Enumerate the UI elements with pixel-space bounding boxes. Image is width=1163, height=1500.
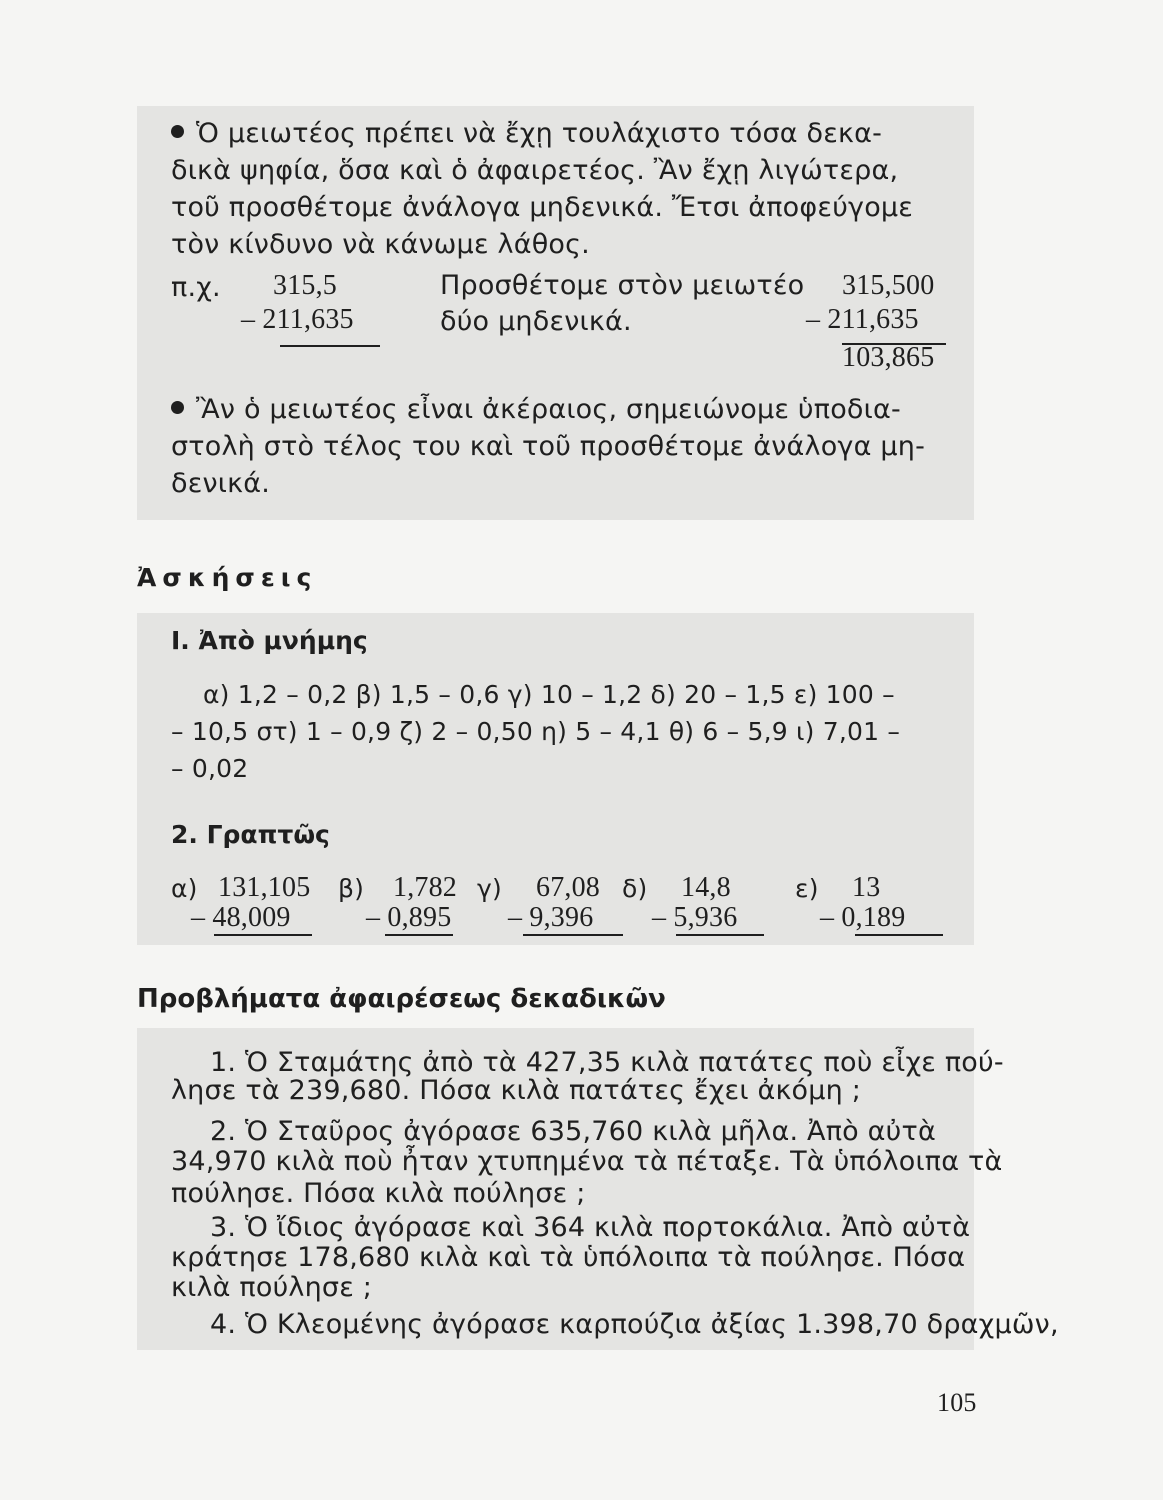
rule2-line: δενικά. bbox=[171, 468, 271, 499]
written-underline bbox=[523, 934, 623, 936]
written-title: 2. Γραπτῶς bbox=[171, 820, 330, 849]
page-number: 105 bbox=[937, 1388, 977, 1417]
written-top: 67,08 bbox=[536, 872, 600, 903]
rule1-line: τὸν κίνδυνο νὰ κάνωμε λάθος. bbox=[171, 229, 590, 260]
bullet-icon bbox=[171, 125, 184, 138]
written-bottom: – 0,895 bbox=[366, 902, 452, 933]
written-underline bbox=[214, 934, 312, 936]
written-label: δ) bbox=[622, 874, 648, 903]
mental-line: – 0,02 bbox=[171, 754, 249, 783]
problem-line: 2. Ὁ Σταῦρος ἀγόρασε 635,760 κιλὰ μῆλα. Ἀπὸ αὐτὰ bbox=[210, 1116, 936, 1147]
written-underline bbox=[385, 934, 453, 936]
rule1-line: Ὁ μειωτέος πρέπει νὰ ἔχῃ τουλάχιστο τόσα δεκα- bbox=[171, 118, 882, 149]
bullet-icon bbox=[171, 401, 184, 414]
rule1-line: δικὰ ψηφία, ὅσα καὶ ὁ ἀφαιρετέος. Ἂν ἔχῃ λιγώτερα, bbox=[171, 155, 899, 186]
written-underline bbox=[676, 934, 764, 936]
mental-line: α) 1,2 – 0,2 β) 1,5 – 0,6 γ) 10 – 1,2 δ) 20 – 1,5 ε) 100 – bbox=[203, 680, 895, 709]
example-note: δύο μηδενικά. bbox=[440, 306, 632, 337]
written-top: 14,8 bbox=[681, 872, 731, 903]
problem-line: κιλὰ πούλησε ; bbox=[171, 1272, 373, 1303]
written-top: 131,105 bbox=[218, 872, 311, 903]
mental-title: Ι. Ἀπὸ μνήμης bbox=[171, 626, 368, 655]
example-subtrahend: – 211,635 bbox=[241, 304, 354, 335]
written-label: ε) bbox=[795, 874, 819, 903]
problem-line: 1. Ὁ Σταμάτης ἀπὸ τὰ 427,35 κιλὰ πατάτες ποὺ εἶχε πού- bbox=[210, 1047, 1004, 1078]
written-bottom: – 9,396 bbox=[508, 902, 594, 933]
written-underline bbox=[855, 934, 943, 936]
example-padded-subtrahend: – 211,635 bbox=[806, 304, 919, 335]
example-minuend: 315,5 bbox=[273, 270, 337, 301]
rule1-line: τοῦ προσθέτομε ἀνάλογα μηδενικά. Ἔτσι ἀποφεύγομε bbox=[171, 192, 914, 223]
exercises-heading: Ἀσκήσεις bbox=[137, 563, 318, 592]
written-bottom: – 0,189 bbox=[820, 902, 906, 933]
example-note: Προσθέτομε στὸν μειωτέο bbox=[440, 270, 805, 301]
problem-line: 34,970 κιλὰ ποὺ ἦταν χτυπημένα τὰ πέταξε. Τὰ ὑπόλοιπα τὰ bbox=[171, 1146, 1003, 1177]
written-label: α) bbox=[171, 874, 198, 903]
problems-heading: Προβλήματα ἀφαιρέσεως δεκαδικῶν bbox=[137, 984, 666, 1014]
mental-line: – 10,5 στ) 1 – 0,9 ζ) 2 – 0,50 η) 5 – 4,1 θ) 6 – 5,9 ι) 7,01 – bbox=[171, 717, 901, 746]
written-label: γ) bbox=[477, 874, 502, 903]
written-top: 13 bbox=[852, 872, 881, 903]
example-underline bbox=[280, 345, 380, 347]
rule2-line: Ἂν ὁ μειωτέος εἶναι ἀκέραιος, σημειώνομε ὑποδια- bbox=[171, 394, 901, 425]
problem-line: πούλησε. Πόσα κιλὰ πούλησε ; bbox=[171, 1178, 586, 1209]
problem-line: 4. Ὁ Κλεομένης ἀγόρασε καρπούζια ἀξίας 1.398,70 δραχμῶν, bbox=[210, 1309, 1059, 1340]
problem-line: κράτησε 178,680 κιλὰ καὶ τὰ ὑπόλοιπα τὰ πούλησε. Πόσα bbox=[171, 1242, 966, 1273]
rule2-line: στολὴ στὸ τέλος του καὶ τοῦ προσθέτομε ἀνάλογα μη- bbox=[171, 431, 926, 462]
written-top: 1,782 bbox=[393, 872, 457, 903]
example-label: π.χ. bbox=[171, 272, 221, 303]
problem-line: 3. Ὁ ἴδιος ἀγόρασε καὶ 364 κιλὰ πορτοκάλια. Ἀπὸ αὐτὰ bbox=[210, 1212, 971, 1243]
problem-line: λησε τὰ 239,680. Πόσα κιλὰ πατάτες ἔχει ἀκόμη ; bbox=[171, 1075, 862, 1106]
written-bottom: – 5,936 bbox=[652, 902, 738, 933]
written-label: β) bbox=[338, 874, 365, 903]
example-result: 103,865 bbox=[842, 342, 935, 373]
example-padded-minuend: 315,500 bbox=[842, 270, 935, 301]
written-bottom: – 48,009 bbox=[191, 902, 291, 933]
